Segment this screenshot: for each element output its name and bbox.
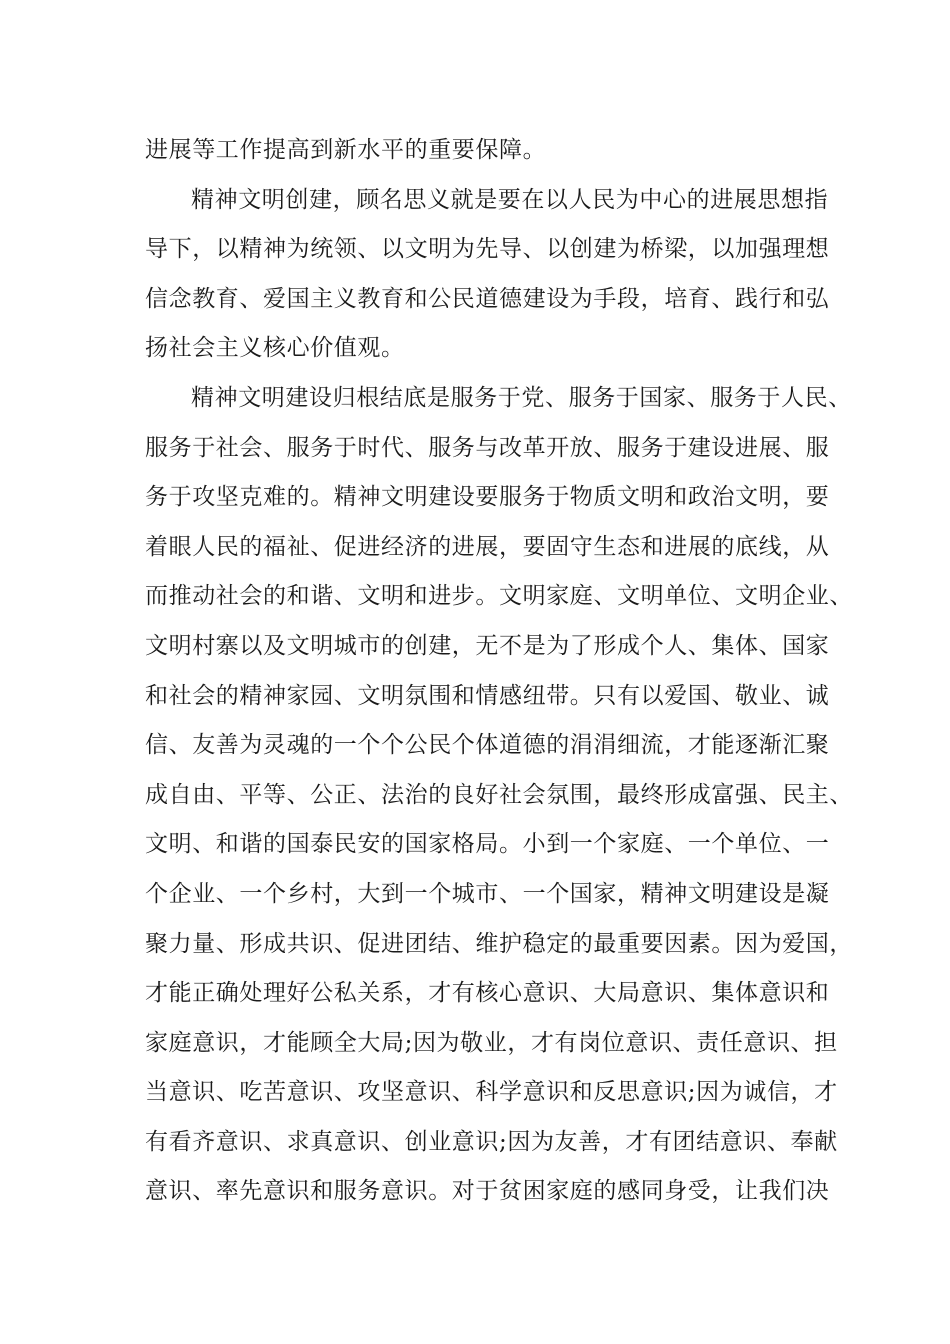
text-line: 当意识、吃苦意识、攻坚意识、科学意识和反思意识;因为诚信，才 (145, 1079, 838, 1106)
text-line: 成自由、平等、公正、法治的良好社会氛围，最终形成富强、民主、 (145, 781, 853, 808)
text-line: 导下，以精神为统领、以文明为先导、以创建为桥梁，以加强理想 (145, 236, 830, 263)
text-line: 信念教育、爱国主义教育和公民道德建设为手段，培育、践行和弘 (145, 285, 830, 312)
text-line: 家庭意识，才能顾全大局;因为敬业，才有岗位意识、责任意识、担 (145, 1029, 838, 1056)
text-line: 扬社会主义核心价值观。 (145, 335, 405, 362)
text-line: 进展等工作提高到新水平的重要保障。 (145, 137, 547, 163)
text-line: 着眼人民的福祉、促进经济的进展，要固守生态和进展的底线，从 (145, 533, 830, 560)
text-line: 才能正确处理好公私关系，才有核心意识、大局意识、集体意识和 (145, 980, 830, 1007)
text-line: 意识、率先意识和服务意识。对于贫困家庭的感同身受，让我们决 (145, 1178, 830, 1205)
paragraph-start-line: 精神文明建设归根结底是服务于党、服务于国家、服务于人民、 (191, 384, 852, 411)
text-line: 有看齐意识、求真意识、创业意识;因为友善，才有团结意识、奉献 (145, 1128, 838, 1155)
text-line: 和社会的精神家园、文明氛围和情感纽带。只有以爱国、敬业、诚 (145, 682, 830, 709)
paragraph-start-line: 精神文明创建，顾名思义就是要在以人民为中心的进展思想指 (191, 186, 829, 213)
text-line: 服务于社会、服务于时代、服务与改革开放、服务于建设进展、服 (145, 434, 830, 461)
text-line: 信、友善为灵魂的一个个公民个体道德的涓涓细流，才能逐渐汇聚 (145, 732, 830, 759)
text-line: 务于攻坚克难的。精神文明建设要服务于物质文明和政治文明，要 (145, 484, 830, 511)
body-text (145, 126, 853, 1217)
text-line: 而推动社会的和谐、文明和进步。文明家庭、文明单位、文明企业、 (145, 583, 853, 610)
text-line: 文明、和谐的国泰民安的国家格局。小到一个家庭、一个单位、一 (145, 831, 830, 858)
text-line: 文明村寨以及文明城市的创建，无不是为了形成个人、集体、国家 (145, 632, 830, 659)
text-line: 个企业、一个乡村，大到一个城市、一个国家，精神文明建设是凝 (145, 880, 830, 907)
text-line: 聚力量、形成共识、促进团结、维护稳定的最重要因素。因为爱国， (145, 930, 853, 957)
